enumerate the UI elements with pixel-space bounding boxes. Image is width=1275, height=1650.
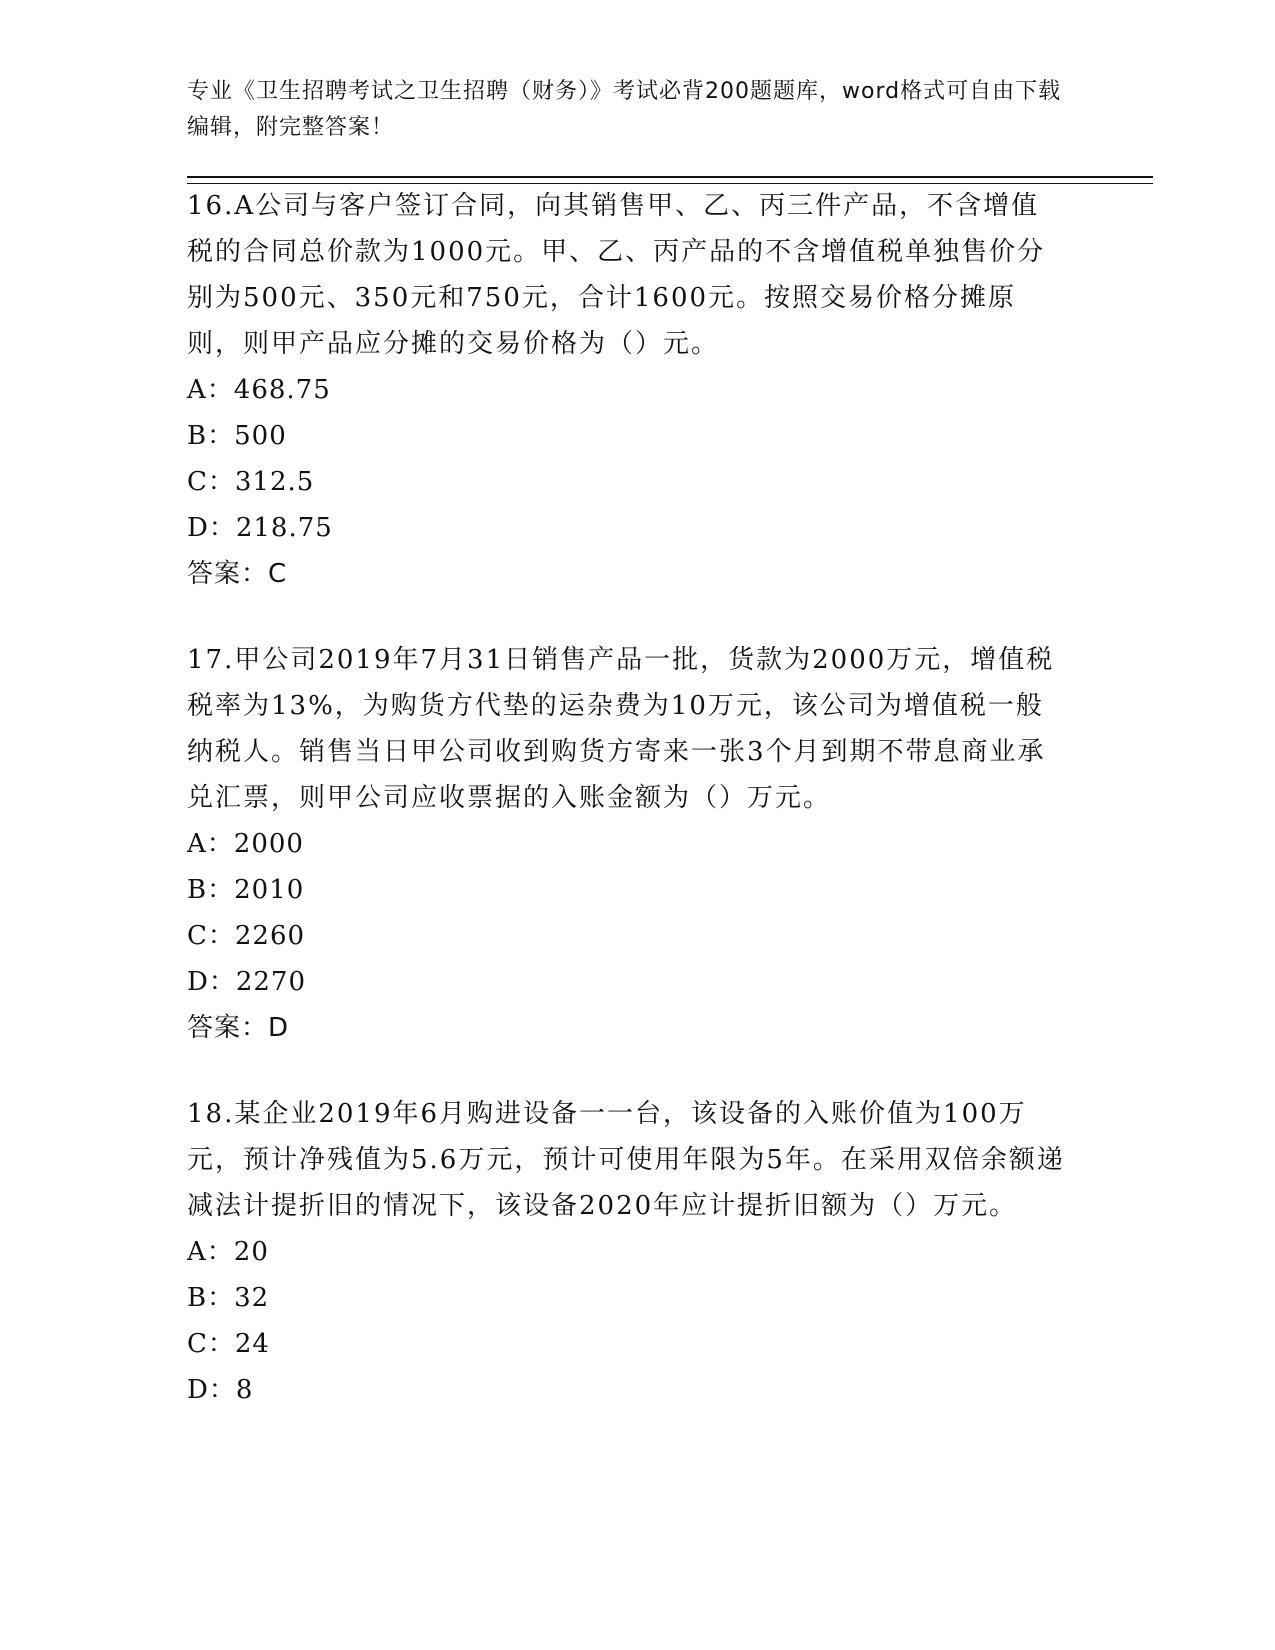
option-c: C：2260	[187, 921, 306, 951]
answer: 答案：C	[187, 559, 288, 589]
option-d: D：218.75	[187, 513, 333, 543]
option-a: A：468.75	[187, 375, 331, 405]
question-text: 16.A公司与客户签订合同，向其销售甲、乙、丙三件产品，不含增值税的合同总价款为1000元。甲、乙、丙产品的不含增值税单独售价分别为500元、350元和750元，合计1600元。按照交易价格分摊原则，则甲产品应分摊的交易价格为（）元。	[187, 191, 1046, 359]
option-b: B：500	[187, 421, 287, 451]
question-17	[187, 637, 1067, 1051]
answer: 答案：D	[187, 1013, 290, 1043]
option-d: D：2270	[187, 967, 307, 997]
document-header: 专业《卫生招聘考试之卫生招聘（财务）》考试必背200题题库，word格式可自由下载编辑，附完整答案！	[187, 79, 1062, 140]
option-c: C：24	[187, 1329, 270, 1359]
option-b: B：32	[187, 1283, 270, 1313]
question-text: 18.某企业2019年6月购进设备一一台，该设备的入账价值为100万元，预计净残值为5.6万元，预计可使用年限为5年。在采用双倍余额递减法计提折旧的情况下，该设备2020年应计提折旧额为（）万元。	[187, 1099, 1065, 1221]
option-b: B：2010	[187, 875, 305, 905]
option-c: C：312.5	[187, 467, 315, 497]
question-text: 17.甲公司2019年7月31日销售产品一批，货款为2000万元，增值税税率为13%，为购货方代垫的运杂费为10万元，该公司为增值税一般纳税人。销售当日甲公司收到购货方寄来一张3个月到期不带息商业承兑汇票，则甲公司应收票据的入账金额为（）万元。	[187, 645, 1055, 813]
question-16	[187, 183, 1067, 597]
option-d: D：8	[187, 1375, 254, 1405]
option-a: A：20	[187, 1237, 269, 1267]
option-a: A：2000	[187, 829, 304, 859]
header-rule-thick	[187, 176, 1153, 178]
question-18	[187, 1091, 1067, 1413]
